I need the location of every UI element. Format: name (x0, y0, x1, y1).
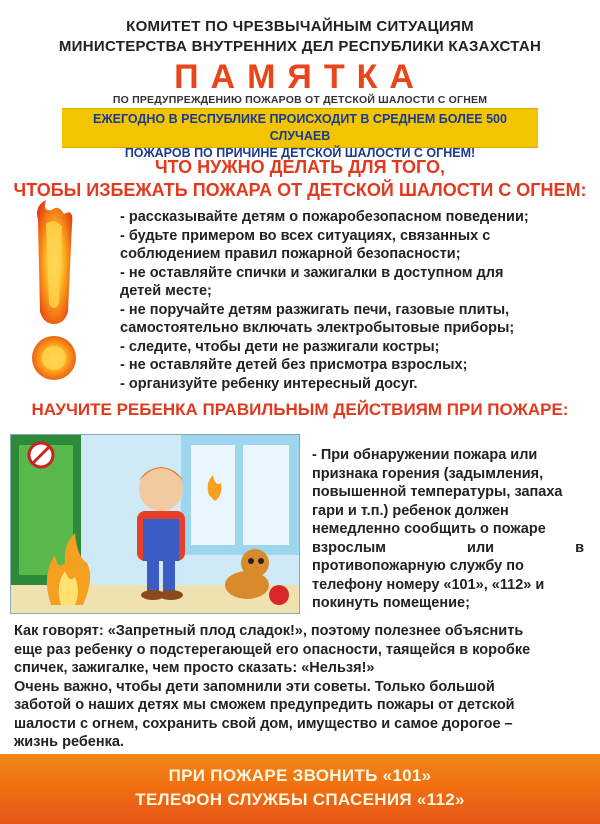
closing-line: еще раз ребенку о подстерегающей его опасности, таящейся в коробке (14, 641, 531, 658)
tip-line: - рассказывайте детям о пожаробезопасном поведении; (120, 209, 529, 225)
prevention-tips-list (120, 208, 590, 393)
action-line: - При обнаружении пожара или (312, 447, 538, 463)
section1-title-line2: ЧТОБЫ ИЗБЕЖАТЬ ПОЖАРА ОТ ДЕТСКОЙ ШАЛОСТИ С ОГНЕМ: (13, 180, 587, 200)
section2-title: НАУЧИТЕ РЕБЕНКА ПРАВИЛЬНЫМ ДЕЙСТВИЯМ ПРИ ПОЖАРЕ: (31, 400, 569, 419)
org-name-line1: КОМИТЕТ ПО ЧРЕЗВЫЧАЙНЫМ СИТУАЦИЯМ (126, 18, 474, 35)
section1-title-line1: ЧТО НУЖНО ДЕЛАТЬ ДЛЯ ТОГО, (154, 157, 446, 177)
footer-line1: ПРИ ПОЖАРЕ ЗВОНИТЬ «101» (168, 766, 432, 785)
emergency-footer (0, 754, 600, 824)
tip-line: - не поручайте детям разжигать печи, газовые плиты, (120, 301, 510, 318)
action-line: признака горения (задымления, (312, 465, 544, 482)
page-title: ПАМЯТКА (174, 58, 426, 96)
closing-line: заботой о наших детях мы сможем предупредить пожары от детской (14, 697, 515, 713)
action-line: противопожарную службу по (312, 558, 524, 574)
tip-line: - организуйте ребенку интересный досуг. (120, 375, 418, 392)
statistics-banner (62, 108, 538, 160)
tip-line: - будьте примером во всех ситуациях, связанных с (120, 227, 491, 244)
action-line: повышенной температуры, запаха (312, 484, 563, 500)
closing-line: Как говорят: «Запретный плод сладок!», поэтому полезнее объяснить (14, 623, 524, 639)
flaming-exclamation-icon (18, 200, 90, 390)
action-line: гари и т.п.) ребенок должен (312, 502, 509, 519)
action-line: покинуть помещение; (312, 595, 470, 611)
org-name-line2: МИНИСТЕРСТВА ВНУТРЕННИХ ДЕЛ РЕСПУБЛИКИ КАЗАХСТАН (58, 38, 542, 55)
page-subtitle: ПО ПРЕДУПРЕЖДЕНИЮ ПОЖАРОВ ОТ ДЕТСКОЙ ШАЛОСТИ С ОГНЕМ (112, 94, 488, 106)
footer-line2: ТЕЛЕФОН СЛУЖБЫ СПАСЕНИЯ «112» (135, 790, 465, 809)
closing-line: спичек, зажигалке, чем просто сказать: «Нельзя!» (14, 660, 375, 676)
action-line: телефону номеру «101», «112» и (312, 576, 545, 593)
action-line: взрослым или в (312, 539, 584, 556)
tip-line: - не оставляйте спички и зажигалки в доступном для (120, 264, 504, 281)
tip-line: - следите, чтобы дети не разжигали костры; (120, 338, 440, 355)
closing-line: шалости с огнем, сохранить свой дом, имущество и самое дорогое – (14, 715, 513, 732)
tip-line: самостоятельно включать электробытовые приборы; (120, 320, 515, 336)
tip-line: - не оставляйте детей без присмотра взрослых; (120, 357, 468, 373)
closing-line: жизнь ребенка. (14, 734, 124, 750)
closing-line: Очень важно, чтобы дети запомнили эти советы. Только большой (14, 678, 495, 695)
child-with-fire-illustration (10, 434, 300, 614)
action-line: немедленно сообщить о пожаре (312, 521, 546, 537)
tip-line: соблюдением правил пожарной безопасности; (120, 246, 461, 262)
fire-action-instructions (312, 446, 584, 613)
banner-line1: ЕЖЕГОДНО В РЕСПУБЛИКЕ ПРОИСХОДИТ В СРЕДНЕМ БОЛЕЕ 500 СЛУЧАЕВ (93, 112, 507, 143)
banner-line2: ПОЖАРОВ ПО ПРИЧИНЕ ДЕТСКОЙ ШАЛОСТИ С ОГНЕМ! (124, 146, 476, 160)
closing-paragraph (14, 622, 586, 752)
tip-line: детей месте; (120, 283, 212, 299)
